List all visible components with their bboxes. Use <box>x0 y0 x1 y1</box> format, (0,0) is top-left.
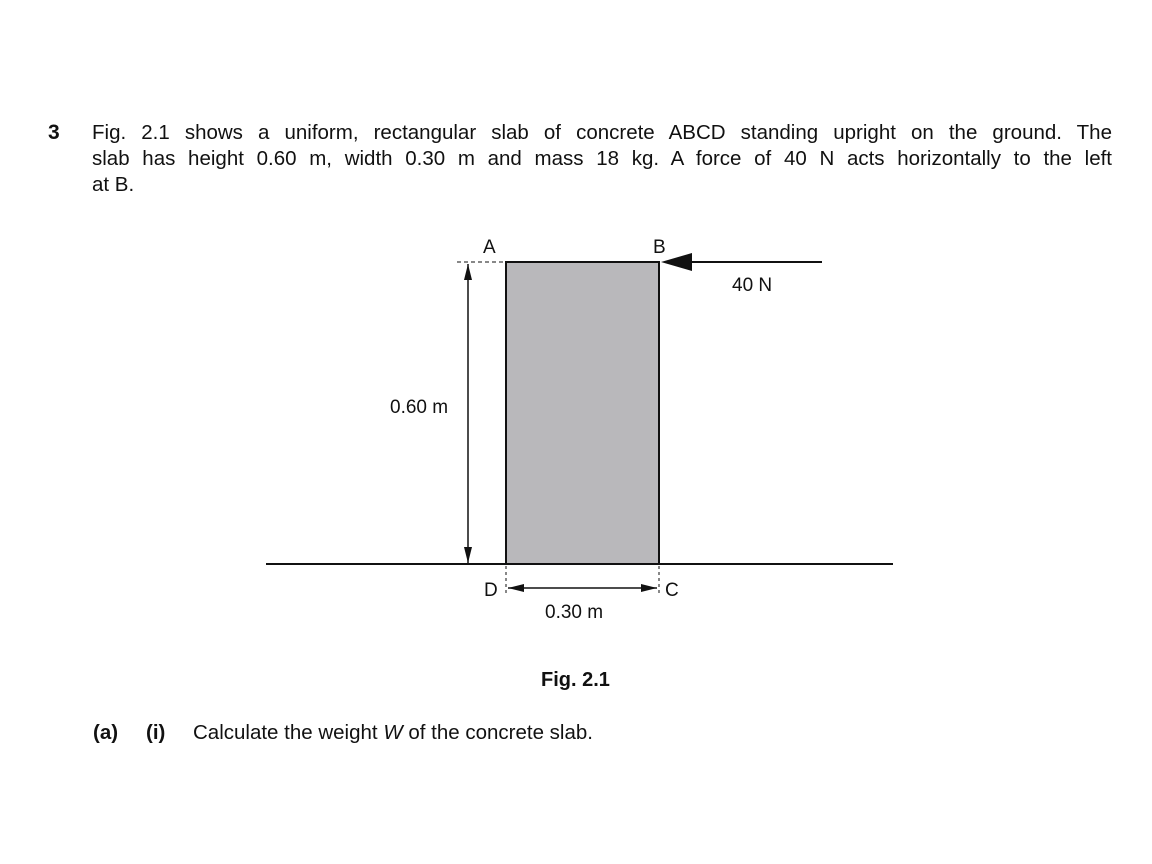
part-a-i-label: (i) <box>146 721 166 744</box>
part-a-i-text <box>193 720 593 746</box>
corner-label-a: A <box>483 237 496 258</box>
height-arrow-top <box>464 264 472 280</box>
part-a-label: (a) <box>93 721 119 744</box>
part-a-i-text-after: of the concrete slab. <box>402 721 593 744</box>
width-label: 0.30 m <box>545 602 604 623</box>
corner-label-b: B <box>653 237 666 258</box>
corner-label-c: C <box>665 580 679 601</box>
concrete-slab <box>506 262 659 564</box>
corner-label-d: D <box>484 580 498 601</box>
weight-symbol: W <box>383 721 403 744</box>
height-label: 0.60 m <box>390 397 449 418</box>
question-line-1: Fig. 2.1 shows a uniform, rectangular slab of concrete ABCD standing upright on the ground. The <box>92 121 1112 144</box>
question-line-2: slab has height 0.60 m, width 0.30 m and mass 18 kg. A force of 40 N acts horizontally to the left <box>92 147 1112 170</box>
width-arrow-right <box>641 584 657 592</box>
figure-caption: Fig. 2.1 <box>541 669 610 691</box>
question-line-3: at B. <box>92 173 135 196</box>
force-label: 40 N <box>732 275 773 296</box>
question-number: 3 <box>48 121 60 144</box>
height-arrow-bottom <box>464 547 472 563</box>
part-a-i-text-before: Calculate the weight <box>193 721 384 744</box>
width-arrow-left <box>508 584 524 592</box>
